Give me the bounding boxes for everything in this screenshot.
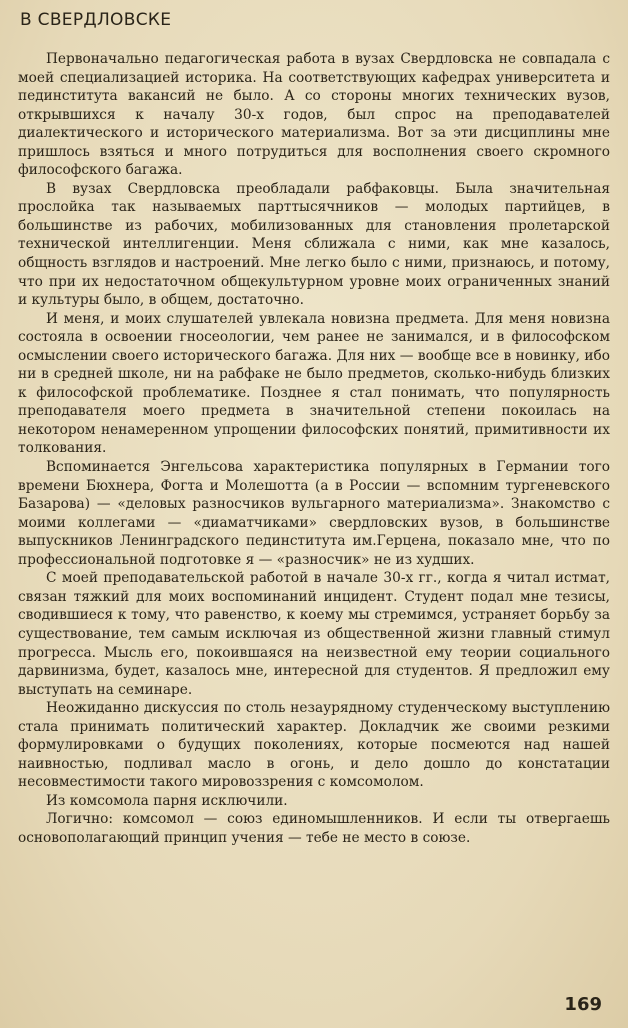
paragraph: С моей преподавательской работой в начале 30-х гг., когда я читал истмат, связан тяжкий для моих воспоминаний инцидент. Студент подал мне тезисы, сводившиеся к тому, что равенство, к коему мы стремимся, устраняет борьбу за существование, тем самым исключая из общественной жизни главный стимул прогресса. Мысль его, покоившаяся на неизвестной ему теории социального дарвинизма, будет, казалось мне, интересной для студентов. Я предложил ему выступать на семинаре. — [18, 570, 610, 698]
page-number: 169 — [564, 994, 602, 1015]
paragraph: Из комсомола парня исключили. — [46, 792, 288, 809]
paragraph: Первоначально педагогическая работа в вузах Свердловска не совпадала с моей специализацией историка. На соответствующих кафедрах университета и пединститута вакансий не было. А со стороны многих технических вузов, открывшихся к началу 30-х годов, был спрос на преподавателей диалектического и исторического материализма. Вот за эти дисциплины мне пришлось взяться и много потрудиться для восполнения своего скромного философского багажа. — [18, 51, 610, 179]
paragraph: В вузах Свердловска преобладали рабфаковцы. Была значительная прослойка так называемых парттысячников — молодых партийцев, в большинстве из рабочих, мобилизованных для становления пролетарской технической интеллигенции. Меня сближала с ними, как мне казалось, общность взглядов и настроений. Мне легко было с ними, признаюсь, и потому, что при их недостаточном общекультурном уровне моих ограниченных знаний и культуры было, в общем, достаточно. — [18, 180, 610, 309]
body-text — [18, 50, 610, 848]
paragraph: Неожиданно дискуссия по столь незаурядному студенческому выступлению стала принимать политический характер. Докладчик же своими резкими формулировками о будущих поколениях, которые посмеются над нашей наивностью, подливал масло в огонь, и дело дошло до констатации несовместимости такого мировоззрения с комсомолом. — [18, 700, 610, 791]
paragraph: Логично: комсомол — союз единомышленников. И если ты отвергаешь основополагающий принцип учения — тебе не место в союзе. — [18, 811, 610, 846]
running-header: В СВЕРДЛОВСКЕ — [20, 10, 172, 30]
paragraph: Вспоминается Энгельсова характеристика популярных в Германии того времени Бюхнера, Фогта и Молешотта (а в России — вспомним тургеневского Базарова) — «деловых разносчиков вульгарного материализма». Знакомство с моими коллегами — «диаматчиками» свердловских вузов, в большинстве выпускников Ленинградского пединститута им.Герцена, показало мне, что по профессиональной подготовке я — «разносчик» не из худших. — [18, 459, 610, 568]
paragraph: И меня, и моих слушателей увлекала новизна предмета. Для меня новизна состояла в освоении гносеологии, чем ранее не занимался, и в философском осмыслении своего исторического багажа. Для них — вообще все в новинку, ибо ни в средней школе, ни на рабфаке не было предметов, сколько-нибудь близких к философской проблематике. Позднее я стал понимать, что популярность преподавателя моего предмета в значительной степени покоилась на некотором ненамеренном упрощении философских понятий, примитивности их толкования. — [18, 310, 610, 457]
